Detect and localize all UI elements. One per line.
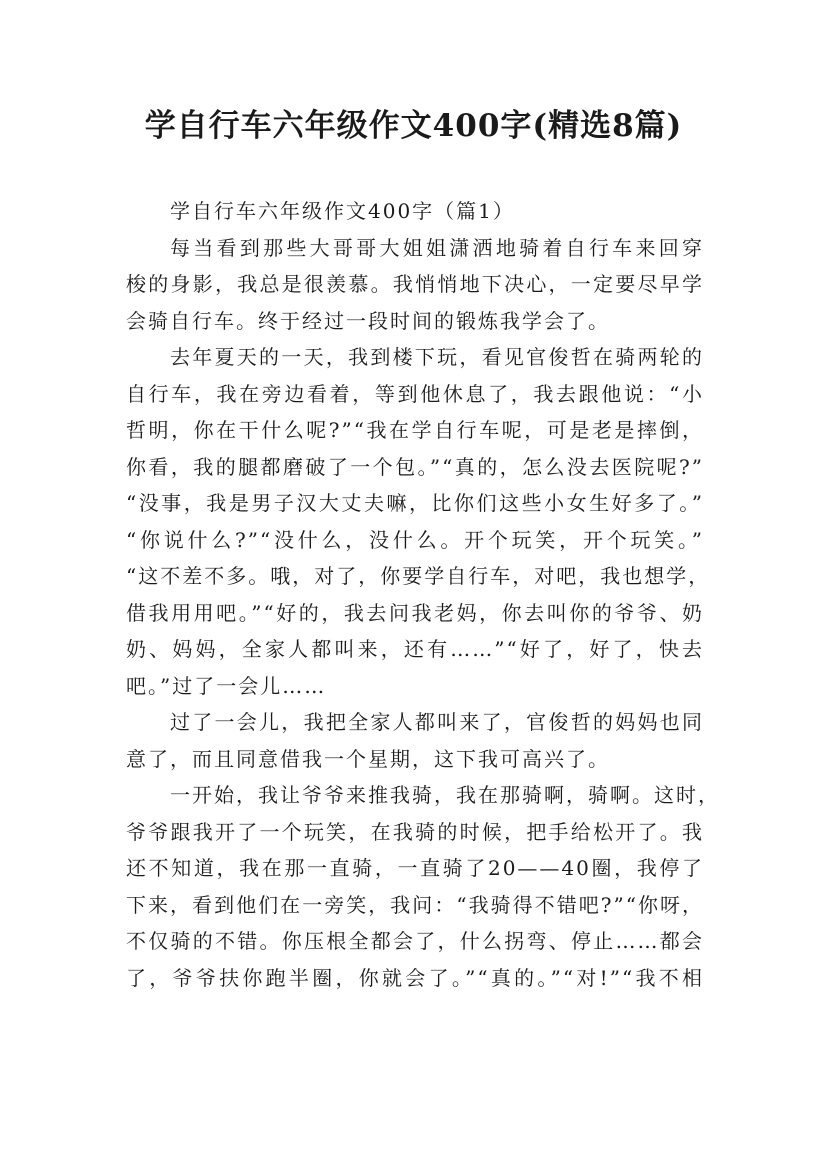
text-line: 会骑自行车。终于经过一段时间的锻炼我学会了。 [126,308,610,333]
text-line: 不仅骑的不错。你压根全都会了，什么拐弯、停止……都会 [126,929,704,953]
text-line: 你看，我的腿都磨破了一个包。”“真的，怎么没去医院呢?” [126,454,704,479]
text-line: 自行车，我在旁边看着，等到他休息了，我去跟他说：“小 [126,381,704,406]
text-line: 过了一会儿，我把全家人都叫来了，官俊哲的妈妈也同 [170,710,704,734]
text-line: 意了，而且同意借我一个星期，这下我可高兴了。 [126,746,610,771]
text-line: 梭的身影，我总是很羡慕。我悄悄地下决心，一定要尽早学 [126,272,704,296]
text-line: 了，爷爷扶你跑半圈，你就会了。”“真的。”“对!”“我不相 [126,965,704,990]
text-line: “没事，我是男子汉大丈夫嘛，比你们这些小女生好多了。” [126,491,704,515]
text-line: “你说什么?”“没什么，没什么。开个玩笑，开个玩笑。” [126,527,704,552]
text-line: 借我用用吧。”“好的，我去问我老妈，你去叫你的爷爷、奶 [126,600,704,625]
document-title: 学自行车六年级作文400字(精选8篇) [144,108,683,144]
text-line: 爷爷跟我开了一个玩笑，在我骑的时候，把手给松开了。我 [126,819,704,844]
text-line: 还不知道，我在那一直骑，一直骑了20——40圈，我停了 [126,856,704,880]
text-line: 哲明，你在干什么呢?”“我在学自行车呢，可是老是摔倒， [126,418,704,442]
text-line: 奶、妈妈，全家人都叫来，还有……”“好了，好了，快去 [126,637,704,661]
text-line: 下来，看到他们在一旁笑，我问：“我骑得不错吧?”“你呀， [126,892,704,917]
text-line: 一开始，我让爷爷来推我骑，我在那骑啊，骑啊。这时， [170,783,720,807]
text-line: 去年夏天的一天，我到楼下玩，看见官俊哲在骑两轮的 [170,345,704,369]
section-heading: 学自行车六年级作文400字（篇1） [170,199,515,223]
text-line: 每当看到那些大哥哥大姐姐潇洒地骑着自行车来回穿 [170,235,704,260]
text-line: 吧。”过了一会儿…… [126,673,327,698]
text-line: “这不差不多。哦，对了，你要学自行车，对吧，我也想学， [126,564,711,588]
document-body [126,193,720,996]
